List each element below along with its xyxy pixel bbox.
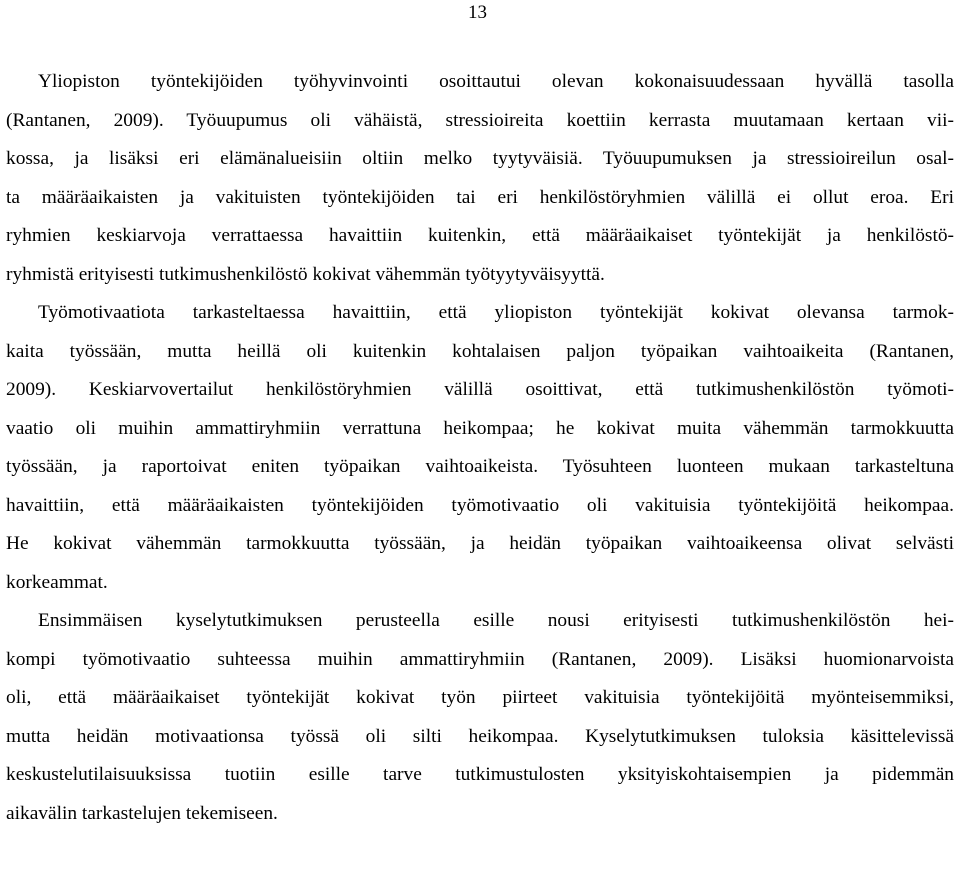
text-line: kossa, ja lisäksi eri elämänalueisiin oltiin melko tyytyväisiä. Työuupumuksen ja stressioireilun osal-	[6, 148, 954, 169]
document-body	[6, 63, 954, 833]
text-line: ryhmien keskiarvoja verrattaessa havaittiin kuitenkin, että määräaikaiset työntekijät ja henkilöstö-	[6, 225, 954, 246]
paragraph	[6, 602, 954, 833]
text-line: Yliopiston työntekijöiden työhyvinvointi osoittautui olevan kokonaisuudessaan hyvällä tasolla	[38, 71, 954, 92]
text-line: työssään, ja raportoivat eniten työpaikan vaihtoaikeista. Työsuhteen luonteen mukaan tarkasteltuna	[6, 456, 954, 477]
text-line: 2009). Keskiarvovertailut henkilöstöryhmien välillä osoittivat, että tutkimushenkilöstön työmoti-	[6, 379, 954, 400]
text-line: ryhmistä erityisesti tutkimushenkilöstö kokivat vähemmän työtyytyväisyyttä.	[6, 263, 605, 285]
text-line: keskustelutilaisuuksissa tuotiin esille tarve tutkimustulosten yksityiskohtaisempien ja pidemmän	[6, 764, 954, 785]
text-line: korkeammat.	[6, 571, 108, 593]
text-line: aikavälin tarkastelujen tekemiseen.	[6, 802, 278, 824]
paragraph	[6, 294, 954, 602]
text-line: Työmotivaatiota tarkasteltaessa havaittiin, että yliopiston työntekijät kokivat olevansa tarmok-	[38, 302, 954, 323]
text-line: mutta heidän motivaationsa työssä oli silti heikompaa. Kyselytutkimuksen tuloksia käsittelevissä	[6, 725, 954, 747]
text-line: vaatio oli muihin ammattiryhmiin verrattuna heikompaa; he kokivat muita vähemmän tarmokkuutta	[6, 417, 954, 439]
text-line: (Rantanen, 2009). Työuupumus oli vähäistä, stressioireita koettiin kerrasta muutamaan kertaan vii-	[6, 109, 954, 131]
page-number: 13	[468, 2, 487, 23]
text-line: Ensimmäisen kyselytutkimuksen perusteella esille nousi erityisesti tutkimushenkilöstön hei-	[38, 610, 954, 631]
text-line: kompi työmotivaatio suhteessa muihin ammattiryhmiin (Rantanen, 2009). Lisäksi huomionarvoista	[6, 648, 954, 670]
text-line: kaita työssään, mutta heillä oli kuitenkin kohtalaisen paljon työpaikan vaihtoaikeita (Rantanen,	[6, 340, 954, 362]
text-line: He kokivat vähemmän tarmokkuutta työssään, ja heidän työpaikan vaihtoaikeensa olivat selvästi	[6, 533, 954, 554]
paragraph	[6, 63, 954, 294]
text-line: oli, että määräaikaiset työntekijät kokivat työn piirteet vakituisia työntekijöitä myönteisemmiksi,	[6, 687, 954, 708]
text-line: havaittiin, että määräaikaisten työntekijöiden työmotivaatio oli vakituisia työntekijöitä heikompaa.	[6, 494, 954, 516]
text-line: ta määräaikaisten ja vakituisten työntekijöiden tai eri henkilöstöryhmien välillä ei ollut eroa. Eri	[6, 186, 954, 208]
